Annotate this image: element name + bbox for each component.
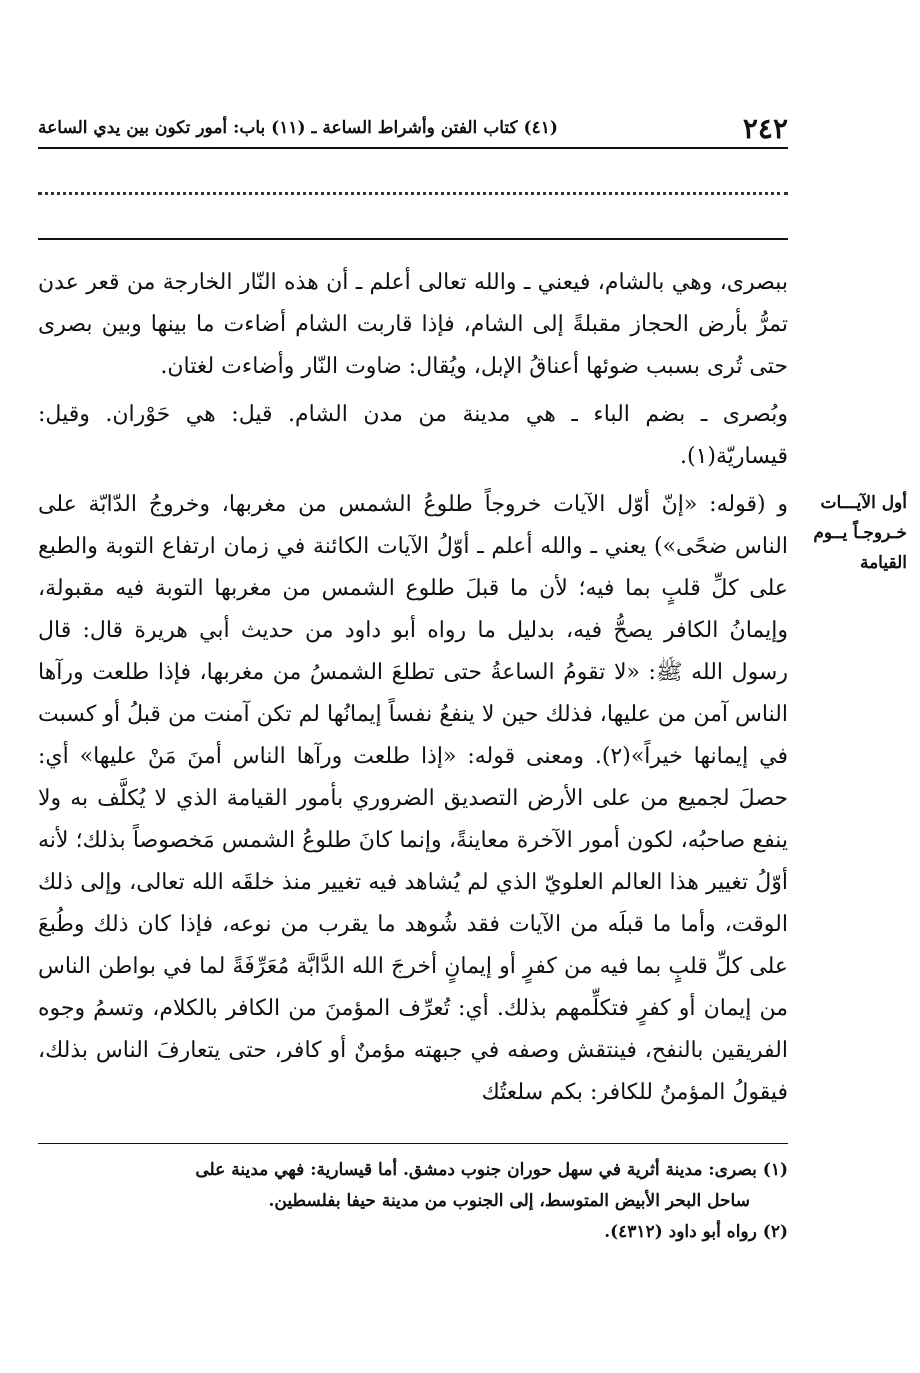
header-rule [38,147,788,149]
footnote-rule [38,1143,788,1144]
margin-heading-line: القيامة [859,553,907,573]
footnote-2: (٢) رواه أبو داود (٤٣١٢). [604,1222,788,1242]
section-rule [38,238,788,240]
paragraph: وبُصرى ـ بضم الباء ـ هي مدينة من مدن الشام. قيل: هي حَوْران. وقيل: قيساريّة(١). [38,402,788,469]
footnote-1: (١) بصرى: مدينة أثرية في سهل حوران جنوب دمشق. أما قيسارية: فهي مدينة على [195,1160,788,1180]
paragraph: و (قوله: «إنّ أوّل الآيات خروجاً طلوعُ الشمس من مغربها، وخروجُ الدّابّة على الناس ضحًى») يعني ـ والله أعلم ـ أوّلُ الآيات الكائنة في زمان ارتفاع التوبة والطبع على كلِّ قلبٍ بما فيه؛ لأن ما قبلَ طلوع الشمس من مغربها التوبة فيه مقبولة، وإيمانُ الكافر يصحُّ فيه، بدليل ما رواه أبو داود من حديث أبي هريرة قال: قال رسول الله ﷺ: «لا تقومُ الساعةُ حتى تطلعَ الشمسُ من مغربها، فإذا طلعت ورآها الناس آمن من عليها، فذلك حين لا ينفعُ نفساً إيمانُها لم تكن آمنت من قبلُ أو كسبت في إيمانها خيراً»(٢). ومعنى قوله: «إذا طلعت ورآها الناس أمنَ مَنْ عليها» أي: حصلَ لجميع من على الأرض التصديق الضروري بأمور القيامة الذي لا يُكلَّف به ولا ينفع صاحبُه، لكون أمور الآخرة معاينةً، وإنما كانَ طلوعُ الشمس مَخصوصاً بذلك؛ لأنه أوّلُ تغيير هذا العالم العلويّ الذي لم يُشاهد فيه تغيير منذ خلقَه الله تعالى، وإلى ذلك الوقت، وأما ما قبلَه من الآيات فقد شُوهد ما يقرب من نوعه، فإذا كان ذلك وطُبعَ على كلِّ قلبٍ بما فيه من كفرٍ أو إيمانٍ أخرجَ الله الدَّابَّة مُعَرِّفَةً لما في بواطن الناس من إيمان أو كفرٍ فتكلِّمهم بذلك. أي: تُعرِّف المؤمنَ من الكافر بالكلام، وتسمُ وجوه الفريقين بالنفح، فينتقش وصفه في جبهته مؤمنٌ أو كافر، حتى يتعارفَ الناس بذلك، فيقولُ المؤمنُ للكافر: بكم سلعتُك [38,492,788,1105]
margin-heading [795,488,907,578]
footnotes [38,1155,788,1248]
footnote-1-continuation: ساحل البحر الأبيض المتوسط، إلى الجنوب من مدينة حيفا بفلسطين. [268,1191,750,1211]
page-number: ٢٤٢ [742,111,788,145]
margin-heading-line: خـروجـاً يــوم [813,523,907,543]
margin-heading-line: أول الآيـــات [820,493,907,513]
omission-dots [38,192,788,215]
running-head: (٤١) كتاب الفتن وأشراط الساعة ـ (١١) باب: أمور تكون بين يدي الساعة [38,118,558,138]
main-text [38,262,788,1120]
page-header [38,108,788,148]
paragraph: ببصرى، وهي بالشام، فيعني ـ والله تعالى أعلم ـ أن هذه النّار الخارجة من قعر عدن تمرُّ بأرض الحجاز مقبلةً إلى الشام، فإذا قاربت الشام أضاءت ما بينها وبين بصرى حتى تُرى بسبب ضوئها أعناقُ الإبل، ويُقال: ضاوت النّار وأضاءت لغتان. [38,270,788,379]
